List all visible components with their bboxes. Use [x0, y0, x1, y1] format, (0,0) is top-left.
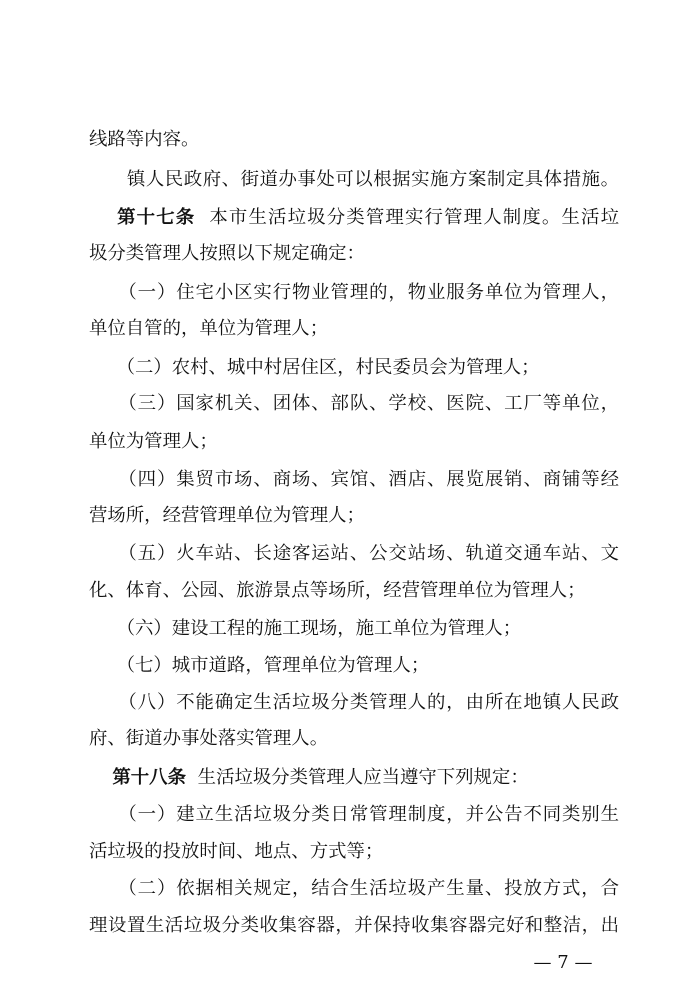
text-line: （四）集贸市场、商场、宾馆、酒店、展览展销、商铺等经: [89, 469, 619, 490]
text-line: 营场所，经营管理单位为管理人；: [89, 505, 365, 526]
text-line: 生活垃圾分类管理人应当遵守下列规定：: [197, 767, 529, 788]
text-line: （三）国家机关、团体、部队、学校、医院、工厂等单位，: [89, 393, 619, 414]
text-line: （六）建设工程的施工现场，施工单位为管理人；: [89, 618, 522, 639]
text-line: （一）住宅小区实行物业管理的，物业服务单位为管理人，: [89, 282, 619, 303]
article-17-line: [89, 206, 619, 230]
text-line: （二）农村、城中村居住区，村民委员会为管理人；: [89, 357, 540, 378]
article-18-line: [89, 766, 619, 790]
text-line: 化、体育、公园、旅游景点等场所，经营管理单位为管理人；: [89, 580, 586, 601]
text-line: （一）建立生活垃圾分类日常管理制度，并公告不同类别生: [89, 804, 619, 825]
text-line: 线路等内容。: [89, 129, 200, 150]
text-line: 本市生活垃圾分类管理实行管理人制度。生活垃: [209, 207, 619, 228]
text-line: 圾分类管理人按照以下规定确定：: [89, 243, 365, 264]
text-line: 活垃圾的投放时间、地点、方式等；: [89, 841, 384, 862]
text-line: （二）依据相关规定，结合生活垃圾产生量、投放方式，合: [89, 878, 619, 899]
article-17-heading: 第十七条: [117, 207, 196, 228]
page-number: — 7 —: [533, 952, 593, 973]
text-line: （八）不能确定生活垃圾分类管理人的，由所在地镇人民政: [89, 692, 619, 713]
text-line: 单位自管的，单位为管理人；: [89, 318, 329, 339]
text-line: 理设置生活垃圾分类收集容器，并保持收集容器完好和整洁，出: [89, 915, 619, 936]
article-18-heading: 第十八条: [112, 767, 186, 788]
text-line: （五）火车站、长途客运站、公交站场、轨道交通车站、文: [89, 543, 619, 564]
text-line: （七）城市道路，管理单位为管理人；: [89, 655, 430, 676]
text-line: 府、街道办事处落实管理人。: [89, 728, 329, 749]
text-line: 镇人民政府、街道办事处可以根据实施方案制定具体措施。: [89, 169, 619, 190]
text-line: 单位为管理人；: [89, 431, 218, 452]
